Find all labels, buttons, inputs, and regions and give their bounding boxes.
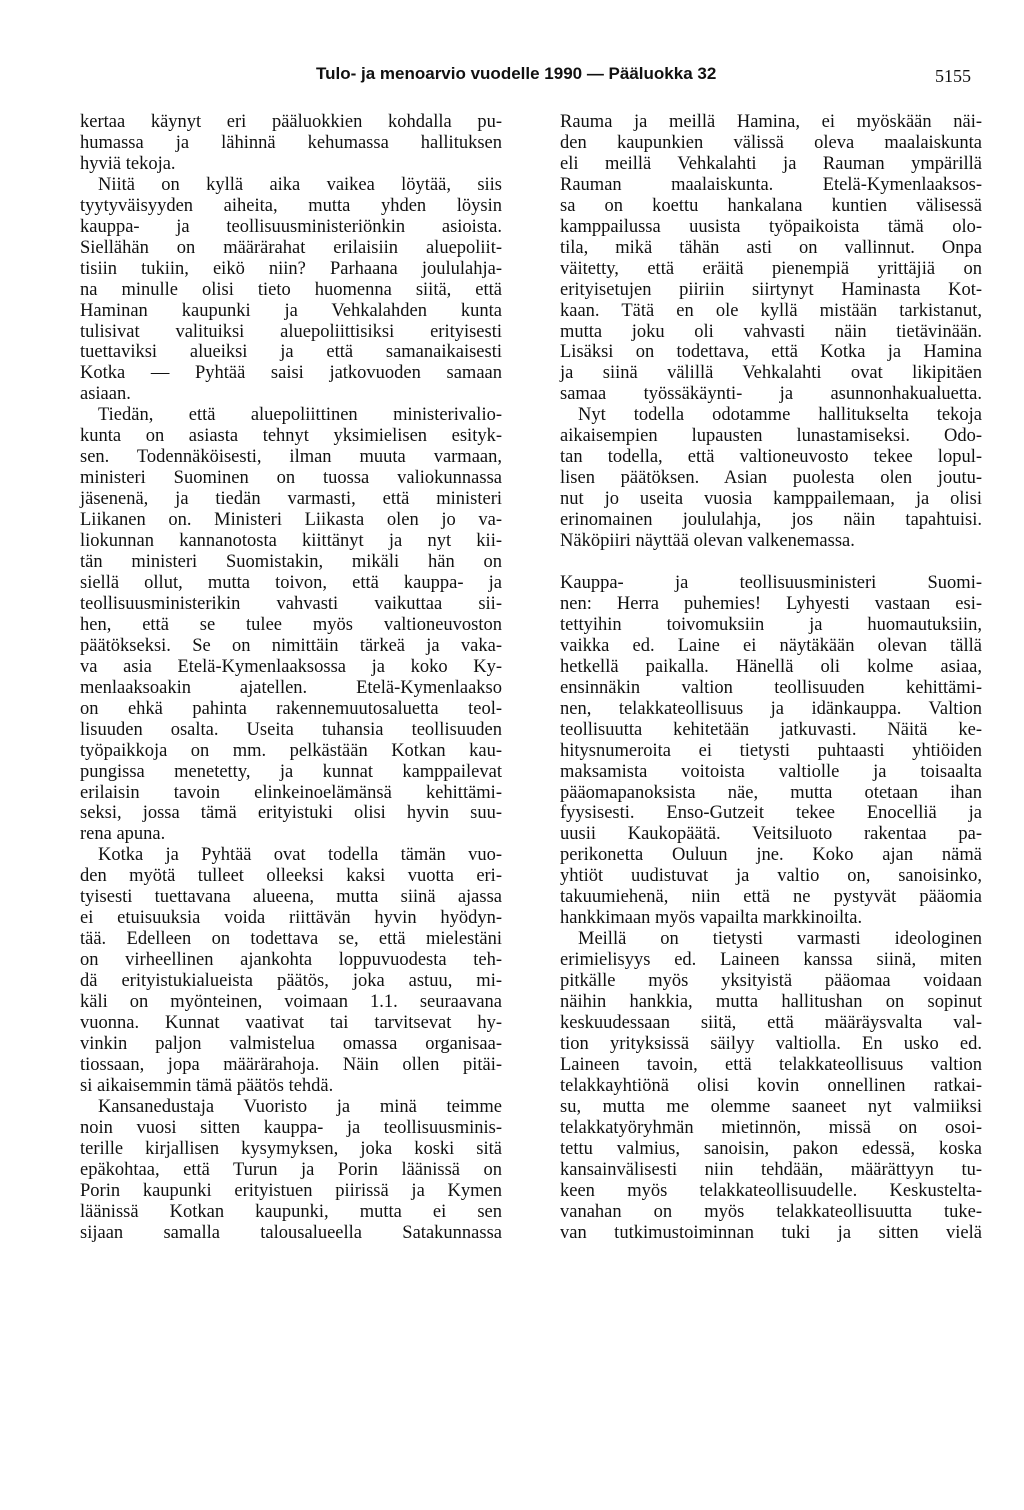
text-line: kertaa käynyt eri pääluokkien kohdalla pu- — [80, 112, 502, 132]
text-line: tan todella, että valtioneuvosto tekee lopul- — [560, 447, 982, 468]
text-line: den kaupunkien välissä oleva maalaiskunta — [560, 132, 982, 153]
text-line: erilaisin tavoin elinkeinoelämänsä kehittämi- — [80, 782, 502, 803]
text-line: Tiedän, että aluepoliittinen ministerivalio- — [98, 405, 502, 426]
text-line: on ehkä pahinta rakennemuutosaluetta teol- — [80, 698, 502, 719]
text-line: on virheellinen ajankohta loppuvuodesta teh- — [80, 950, 502, 971]
text-line: hyviä tekoja. — [80, 153, 176, 174]
text-line: näihin hankkia, mutta hallitushan on sopinut — [560, 992, 982, 1013]
text-line: sijaan samalla talousalueella Satakunnassa — [80, 1222, 502, 1243]
text-line: va asia Etelä-Kymenlaaksossa ja koko Ky- — [80, 656, 502, 677]
text-line: sen. Todennäköisesti, ilman muuta varmaan, — [80, 447, 502, 468]
text-line: eli meillä Vehkalahti ja Rauman ympärillä — [560, 153, 982, 174]
text-line: erinomainen joululahja, jos näin tapahtuisi. — [560, 510, 982, 531]
text-line: Lisäksi on todettava, että Kotka ja Hamina — [560, 342, 982, 363]
text-line: nen, telakkateollisuus ja idänkauppa. Valtion — [560, 698, 982, 719]
text-line: Näköpiiri näyttää olevan valkenemassa. — [560, 531, 855, 552]
text-line: tää. Edelleen on todettava se, että mielestäni — [80, 929, 502, 950]
text-line: na minulle olisi tieto huomenna siitä, että — [80, 279, 502, 300]
text-line: jäsenenä, ja tiedän varmasti, että ministeri — [80, 489, 502, 510]
text-line: Meillä on tietysti varmasti ideologinen — [578, 929, 982, 950]
text-line: vinkin paljon valmistelua omassa organisaa- — [80, 1033, 502, 1054]
text-line: pungissa menetetty, ja kunnat kamppailevat — [80, 761, 502, 782]
text-line: liokunnan kannanotosta kiittänyt ja nyt kii- — [80, 531, 502, 552]
text-line: si aikaisemmin tämä päätös tehdä. — [80, 1075, 334, 1096]
text-line: terille kirjallisen kysymyksen, joka koski sitä — [80, 1138, 502, 1159]
text-line: kamppailussa uusista työpaikoista tämä olo- — [560, 216, 982, 237]
text-line: samaa työssäkäynti- ja asunnonhakualuetta. — [560, 384, 982, 405]
text-line: ensinnäkin valtion teollisuuden kehittämi- — [560, 677, 982, 698]
text-line: erimielisyys ed. Laineen kanssa siinä, miten — [560, 950, 982, 971]
page-number: 5155 — [935, 66, 971, 86]
text-line — [560, 552, 982, 573]
text-line: aikaisempien lupausten lunastamiseksi. Odo- — [560, 426, 982, 447]
text-line: käli on myönteinen, voimaan 1.1. seuraavana — [80, 992, 502, 1013]
text-line: menlaaksoakin ajatellen. Etelä-Kymenlaakso — [80, 677, 502, 698]
text-line: hen, että se tulee myös valtioneuvoston — [80, 614, 502, 635]
text-line: telakkatyöryhmän mietinnön, missä on osoi- — [560, 1117, 982, 1138]
text-line: Porin kaupunki erityistuen piirissä ja Kymen — [80, 1180, 502, 1201]
text-line: keen myös telakkateollisuudelle. Keskustelta- — [560, 1180, 982, 1201]
text-line: seksi, jossa tämä erityistuki olisi hyvin suu- — [80, 803, 502, 824]
text-line: noin vuosi sitten kauppa- ja teollisuusminis- — [80, 1117, 502, 1138]
text-line: Niitä on kyllä aika vaikea löytää, siis — [98, 174, 502, 195]
text-line: asiaan. — [80, 384, 131, 405]
text-line: Kotka — Pyhtää saisi jatkovuoden samaan — [80, 363, 502, 384]
text-line: Kansanedustaja Vuoristo ja minä teimme — [98, 1096, 502, 1117]
text-line: ja siinä välillä Vehkalahti ovat likipitäen — [560, 363, 982, 384]
text-line: nen: Herra puhemies! Lyhyesti vastaan esi- — [560, 593, 982, 614]
text-line: mutta joku oli vahvasti näin tietävinään. — [560, 321, 982, 342]
text-line: vanahan on myös telakkateollisuutta tuke- — [560, 1201, 982, 1222]
text-line: pitkälle myös yksityistä pääomaa voidaan — [560, 971, 982, 992]
text-line: takuumiehenä, niin että ne pystyvät pääomia — [560, 887, 982, 908]
text-line: Rauman maalaiskunta. Etelä-Kymenlaaksos- — [560, 174, 982, 195]
text-line: väitetty, että eräitä pienempiä yrittäjiä on — [560, 258, 982, 279]
text-line: telakkayhtiönä olisi kovin onnellinen ratkai- — [560, 1075, 982, 1096]
text-line: dä erityistukialueista päätös, joka astuu, mi- — [80, 971, 502, 992]
text-line: erityisetujen piiriin siirtynyt Haminasta Kot- — [560, 279, 982, 300]
text-line: ministeri Suominen on tuossa valiokunnassa — [80, 468, 502, 489]
text-line: Laineen tavoin, että telakkateollisuus valtion — [560, 1054, 982, 1075]
left-text-column — [80, 112, 502, 1243]
text-line: hankkimaan myös vapailta markkinoilta. — [560, 908, 863, 929]
text-line: maksamista voitoista valtiolle ja toisaalta — [560, 761, 982, 782]
text-line: tisiin tukiin, eikö niin? Parhaana joululahja- — [80, 258, 502, 279]
text-line: kansainvälisesti niin tehdään, määrättyyn tu- — [560, 1159, 982, 1180]
text-line: sa on koettu hankalana kuntien välisessä — [560, 195, 982, 216]
text-line: Liikanen on. Ministeri Liikasta olen jo va- — [80, 510, 502, 531]
text-line: lisuuden osalta. Useita tuhansia teollisuuden — [80, 719, 502, 740]
text-line: tettu valmius, sanoisin, pakon edessä, koska — [560, 1138, 982, 1159]
text-line: Kotka ja Pyhtää ovat todella tämän vuo- — [98, 845, 502, 866]
text-line: työpaikkoja on mm. pelkästään Kotkan kau- — [80, 740, 502, 761]
text-line: tion yrityksissä säilyy valtiolla. En usko ed. — [560, 1033, 982, 1054]
text-line: yhtiöt uudistuvat ja valtio on, sanoisinko, — [560, 866, 982, 887]
text-line: tila, mikä tähän asti on vallinnut. Onpa — [560, 237, 982, 258]
text-line: epäkohtaa, että Turun ja Porin läänissä on — [80, 1159, 502, 1180]
text-line: Nyt todella odotamme hallitukselta tekoja — [578, 405, 982, 426]
running-header: Tulo- ja menoarvio vuodelle 1990 — Pääluokka 32 — [316, 64, 717, 83]
text-line: tulisivat valituiksi aluepoliittisiksi erityisesti — [80, 321, 502, 342]
text-line: tuettaviksi alueiksi ja että samanaikaisesti — [80, 342, 502, 363]
text-line: pääomapanoksista näe, mutta otetaan ihan — [560, 782, 982, 803]
text-line: hitysnumeroita ei tietysti puhtaasti yhtiöiden — [560, 740, 982, 761]
text-line: kaan. Tätä en ole kyllä mistään tarkistanut, — [560, 300, 982, 321]
text-line: tettyihin toivomuksiin ja huomautuksiin, — [560, 614, 982, 635]
text-line: tän ministeri Suomistakin, mikäli hän on — [80, 552, 502, 573]
text-line: Siellähän on määrärahat erilaisiin aluepoliit- — [80, 237, 502, 258]
text-line: hetkellä paikalla. Hänellä oli kolme asiaa, — [560, 656, 982, 677]
text-line: den myötä tulleet olleeksi kaksi vuotta eri- — [80, 866, 502, 887]
text-line: nut jo useita vuosia kamppailemaan, ja olisi — [560, 489, 982, 510]
text-line: lisen päätöksen. Asian puolesta olen joutu- — [560, 468, 982, 489]
text-line: vuonna. Kunnat vaativat tai tarvitsevat hy- — [80, 1012, 502, 1033]
text-line: vaikka ed. Laine ei näytäkään olevan tällä — [560, 635, 982, 656]
text-line: van tutkimustoiminnan tuki ja sitten vielä — [560, 1222, 982, 1243]
text-line: tyytyväisyyden aiheita, mutta yhden löysin — [80, 195, 502, 216]
text-line: Rauma ja meillä Hamina, ei myöskään näi- — [560, 112, 982, 132]
text-line: fyysisesti. Enso-Gutzeit tekee Enocelliä ja — [560, 803, 982, 824]
text-line: teollisuutta kehitetään jatkuvasti. Näitä ke- — [560, 719, 982, 740]
text-line: tiossaan, jopa määrärahoja. Näin ollen pitäi- — [80, 1054, 502, 1075]
text-line: tyisesti tuettavana alueena, mutta siinä ajassa — [80, 887, 502, 908]
text-line: perikonetta Ouluun jne. Koko ajan nämä — [560, 845, 982, 866]
text-line: Kauppa- ja teollisuusministeri Suomi- — [560, 572, 982, 593]
text-line: kauppa- ja teollisuusministeriönkin asioista. — [80, 216, 502, 237]
text-line: rena apuna. — [80, 824, 166, 845]
text-line: teollisuusministerikin vahvasti vaikuttaa sii- — [80, 593, 502, 614]
text-line: kunta on asiasta tehnyt yksimielisen esityk- — [80, 426, 502, 447]
text-line: siellä ollut, mutta toivon, että kauppa- ja — [80, 572, 502, 593]
text-line: päätökseksi. Se on nimittäin tärkeä ja vaka- — [80, 635, 502, 656]
text-line: Haminan kaupunki ja Vehkalahden kunta — [80, 300, 502, 321]
text-line: humassa ja lähinnä kehumassa hallituksen — [80, 132, 502, 153]
right-text-column — [560, 112, 982, 1243]
text-line: ei etuisuuksia voida riittävän hyvin hyödyn- — [80, 908, 502, 929]
text-line: läänissä Kotkan kaupunki, mutta ei sen — [80, 1201, 502, 1222]
text-line: uusii Kaukopäätä. Veitsiluoto rakentaa pa- — [560, 824, 982, 845]
text-line: su, mutta me olemme saaneet nyt valmiiksi — [560, 1096, 982, 1117]
text-line: keskuudessaan siitä, että määräysvalta val- — [560, 1012, 982, 1033]
